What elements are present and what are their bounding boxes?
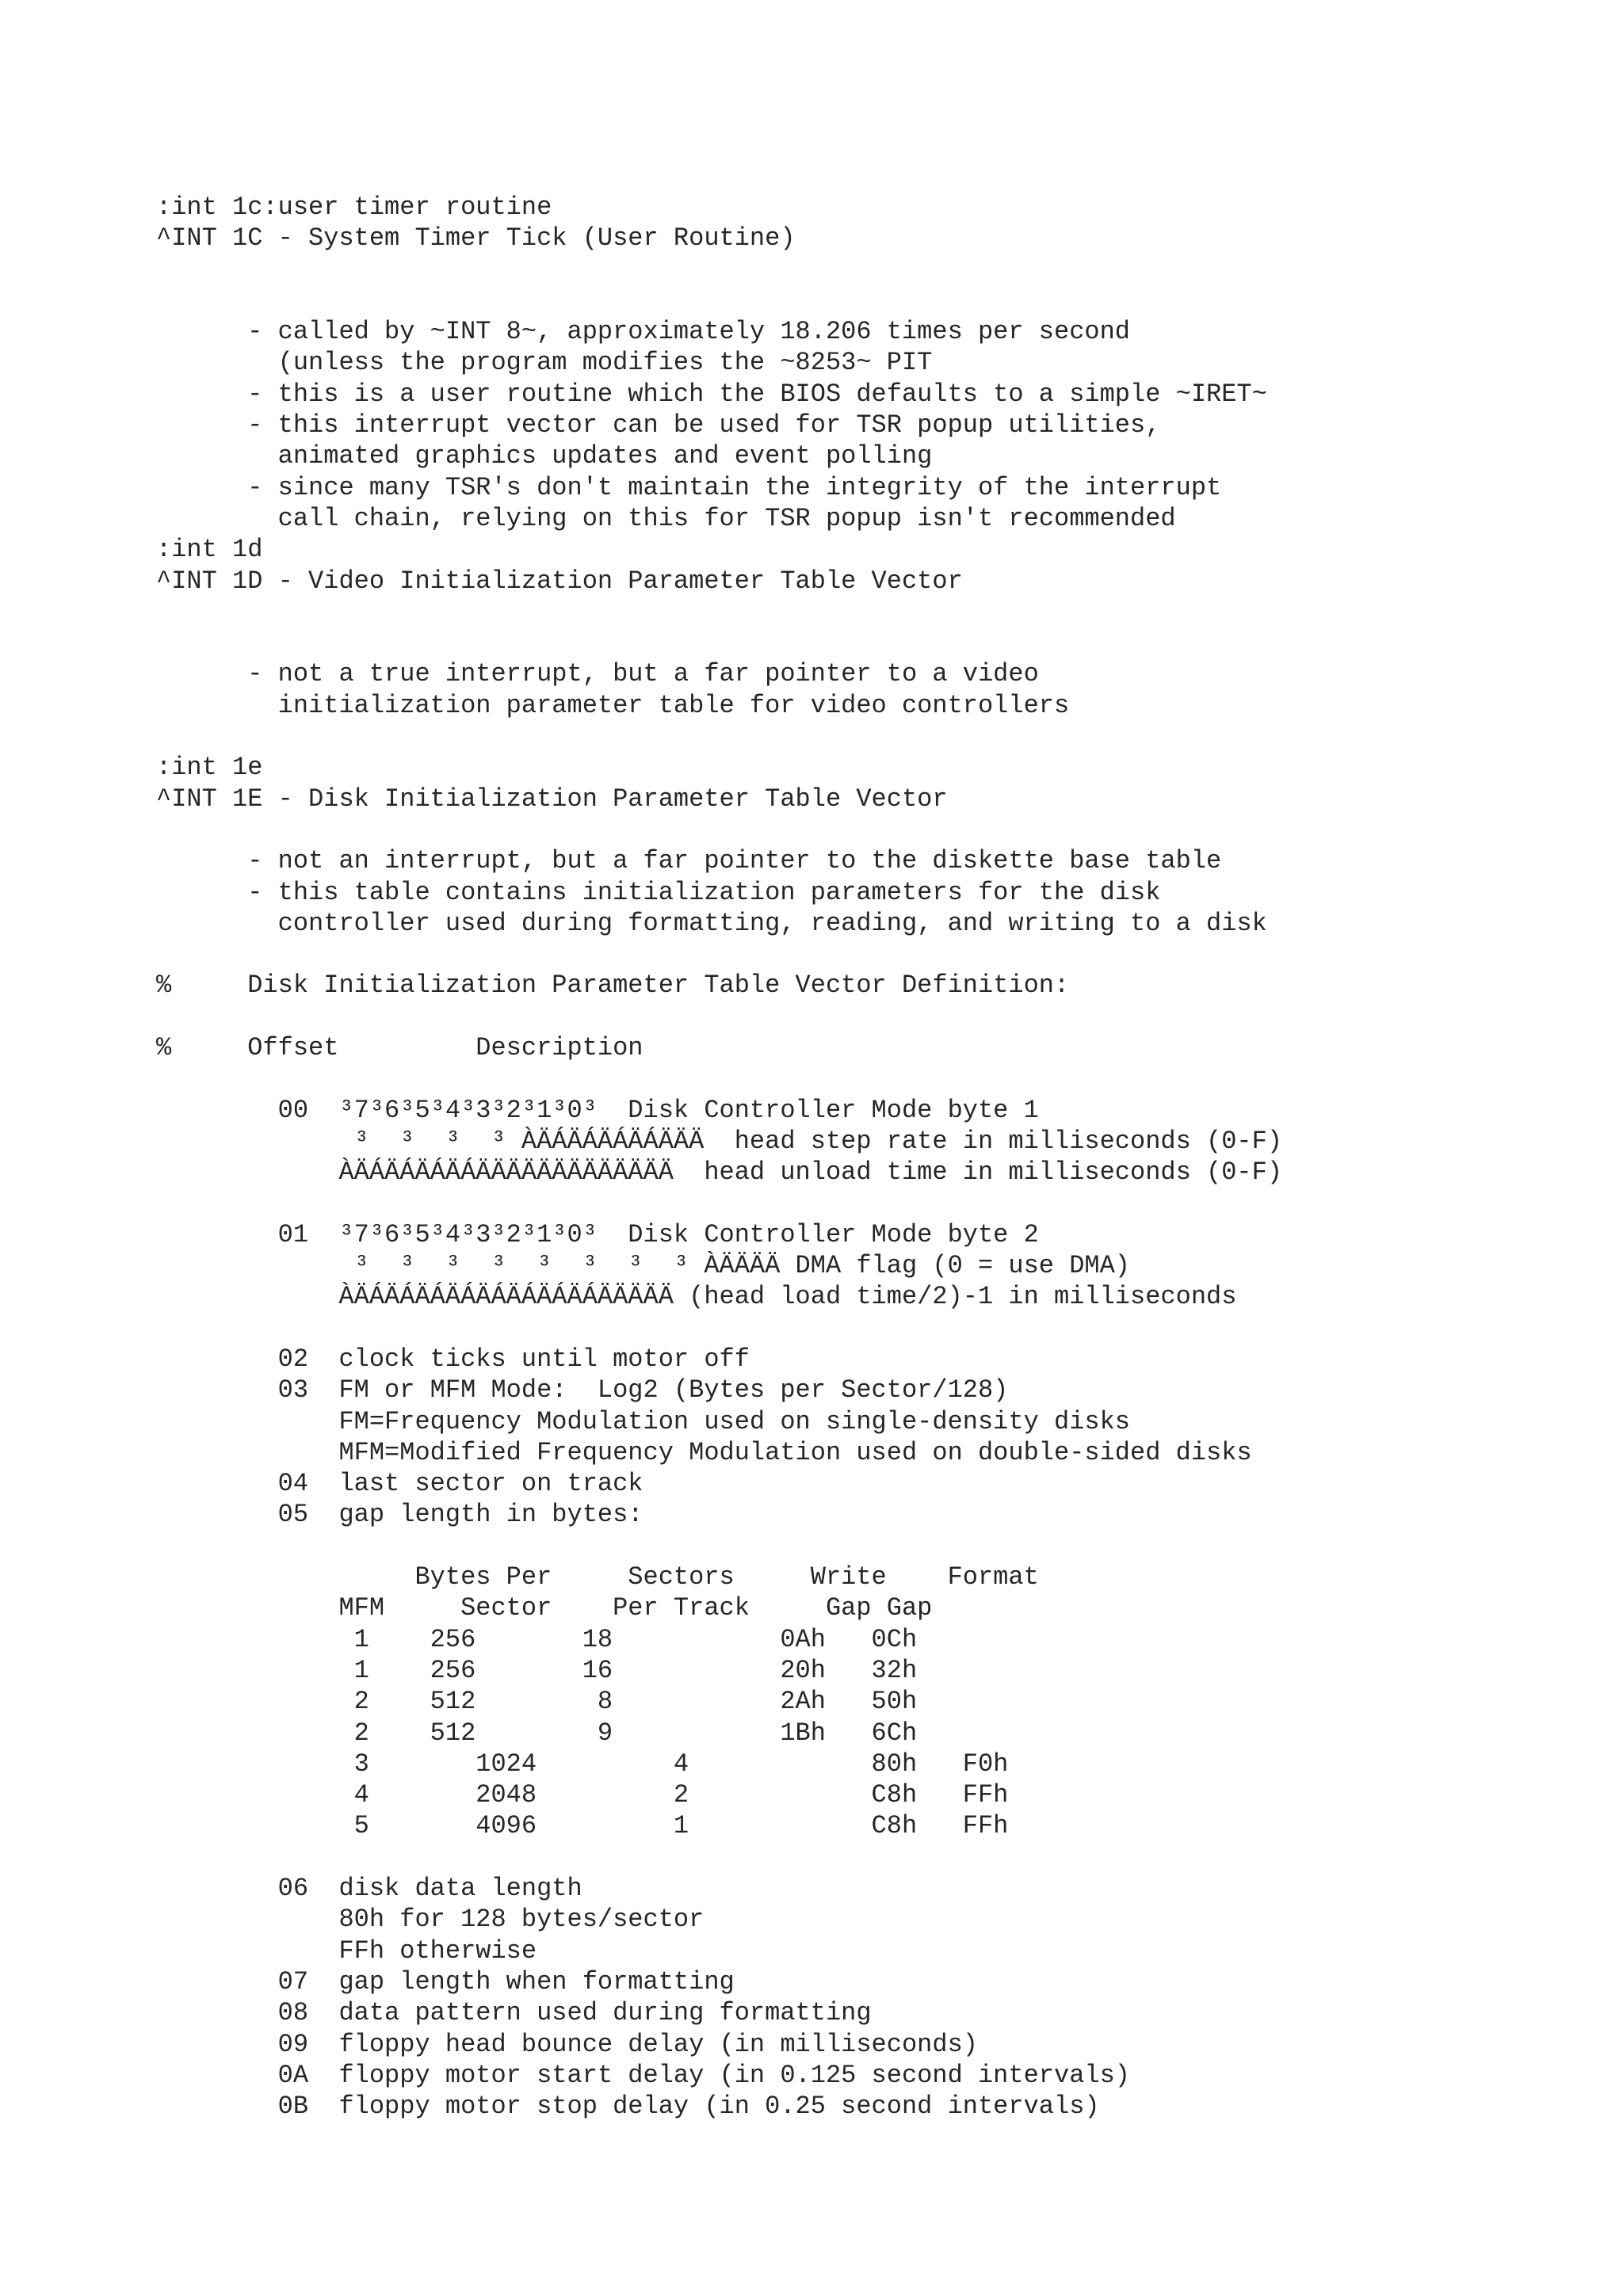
offset-00-bitfield-2: ÀÄÁÄÁÄÁÄÁÄÄÄÄÄÄÄÄÄÄÄÄÄ head unload time in milliseconds (0-F) [156,1158,1283,1188]
gap-table-row: 3 1024 4 80h F0h [156,1749,1009,1779]
bullet-line: - this interrupt vector can be used for TSR popup utilities, [156,410,1161,441]
blank-line [156,1188,1583,1219]
blank-line [156,939,1583,970]
offset-02-row: 02 clock ticks until motor off [156,1344,750,1374]
blank-line [156,254,1583,285]
offset-01-bitfield-1: ³ ³ ³ ³ ³ ³ ³ ³ ÀÄÄÄÄ DMA flag (0 = use DMA) [156,1251,1130,1281]
section-tag-int-1e: :int 1e [156,753,263,783]
offset-0a-row: 0A floppy motor start delay (in 0.125 second intervals) [156,2060,1130,2090]
bullet-continuation: controller used during formatting, reading, and writing to a disk [156,908,1267,938]
blank-line [156,1063,1583,1094]
blank-line [156,1842,1583,1873]
blank-line [156,597,1583,627]
offset-0b-row: 0B floppy motor stop delay (in 0.25 second intervals) [156,2092,1100,2122]
gap-table-header-2: MFM Sector Per Track Gap Gap [156,1593,933,1623]
bullet-line: - this table contains initialization parameters for the disk [156,877,1161,907]
document-text [156,192,1583,2122]
blank-line [156,814,1583,845]
blank-line [156,1313,1583,1344]
bullet-continuation: call chain, relying on this for TSR popup isn't recommended [156,503,1176,533]
bullet-line: - since many TSR's don't maintain the integrity of the interrupt [156,472,1222,502]
gap-table-header-1: Bytes Per Sectors Write Format [156,1562,1039,1592]
heading-int-1c: ^INT 1C - System Timer Tick (User Routine) [156,223,796,254]
offset-01-row: 01 ³7³6³5³4³3³2³1³0³ Disk Controller Mode byte 2 [156,1219,1039,1249]
gap-table-row: 2 512 9 1Bh 6Ch [156,1718,918,1748]
offset-00-bitfield-1: ³ ³ ³ ³ ÀÄÁÄÁÄÁÄÁÄÄÄ head step rate in milliseconds (0-F) [156,1126,1283,1156]
bullet-continuation: initialization parameter table for video controllers [156,690,1070,720]
section-tag-int-1d: :int 1d [156,535,263,565]
offset-03-row: 03 FM or MFM Mode: Log2 (Bytes per Sector/128) [156,1375,1009,1405]
bullet-line: - this is a user routine which the BIOS defaults to a simple ~IRET~ [156,379,1267,409]
blank-line [156,1001,1583,1032]
bullet-continuation: animated graphics updates and event polling [156,441,933,471]
blank-line [156,627,1583,658]
gap-table-row: 1 256 18 0Ah 0Ch [156,1624,918,1654]
offset-09-row: 09 floppy head bounce delay (in milliseconds) [156,2029,978,2059]
bullet-line: - not an interrupt, but a far pointer to the diskette base table [156,846,1222,876]
offset-00-row: 00 ³7³6³5³4³3³2³1³0³ Disk Controller Mode byte 1 [156,1095,1039,1125]
offset-04-row: 04 last sector on track [156,1469,643,1499]
offset-08-row: 08 data pattern used during formatting [156,1998,872,2028]
heading-int-1e: ^INT 1E - Disk Initialization Parameter Table Vector [156,784,948,814]
table-column-headers: % Offset Description [156,1033,643,1063]
offset-05-row: 05 gap length in bytes: [156,1500,643,1530]
table-definition-title: % Disk Initialization Parameter Table Vector Definition: [156,971,1070,1001]
offset-06-row: 06 disk data length [156,1874,582,1904]
gap-table-row: 5 4096 1 C8h FFh [156,1811,1009,1841]
offset-03-continuation: FM=Frequency Modulation used on single-density disks [156,1406,1130,1436]
offset-06-continuation: 80h for 128 bytes/sector [156,1905,705,1935]
heading-int-1d: ^INT 1D - Video Initialization Parameter Table Vector [156,566,963,596]
gap-table-row: 4 2048 2 C8h FFh [156,1780,1009,1810]
blank-line [156,721,1583,752]
offset-07-row: 07 gap length when formatting [156,1966,735,1997]
offset-01-bitfield-2: ÀÄÁÄÁÄÁÄÁÄÁÄÁÄÁÄÁÄÄÄÄÄ (head load time/2)-1 in milliseconds [156,1282,1237,1312]
bullet-line: - not a true interrupt, but a far pointer to a video [156,659,1039,689]
offset-06-continuation: FFh otherwise [156,1936,537,1966]
blank-line [156,285,1583,316]
offset-03-continuation: MFM=Modified Frequency Modulation used on double-sided disks [156,1437,1252,1467]
gap-table-row: 1 256 16 20h 32h [156,1655,918,1685]
section-tag-int-1c: :int 1c:user timer routine [156,193,552,222]
bullet-continuation: (unless the program modifies the ~8253~ PIT [156,348,933,378]
bullet-line: - called by ~INT 8~, approximately 18.206 times per second [156,317,1130,347]
gap-table-row: 2 512 8 2Ah 50h [156,1687,918,1717]
blank-line [156,1531,1583,1562]
